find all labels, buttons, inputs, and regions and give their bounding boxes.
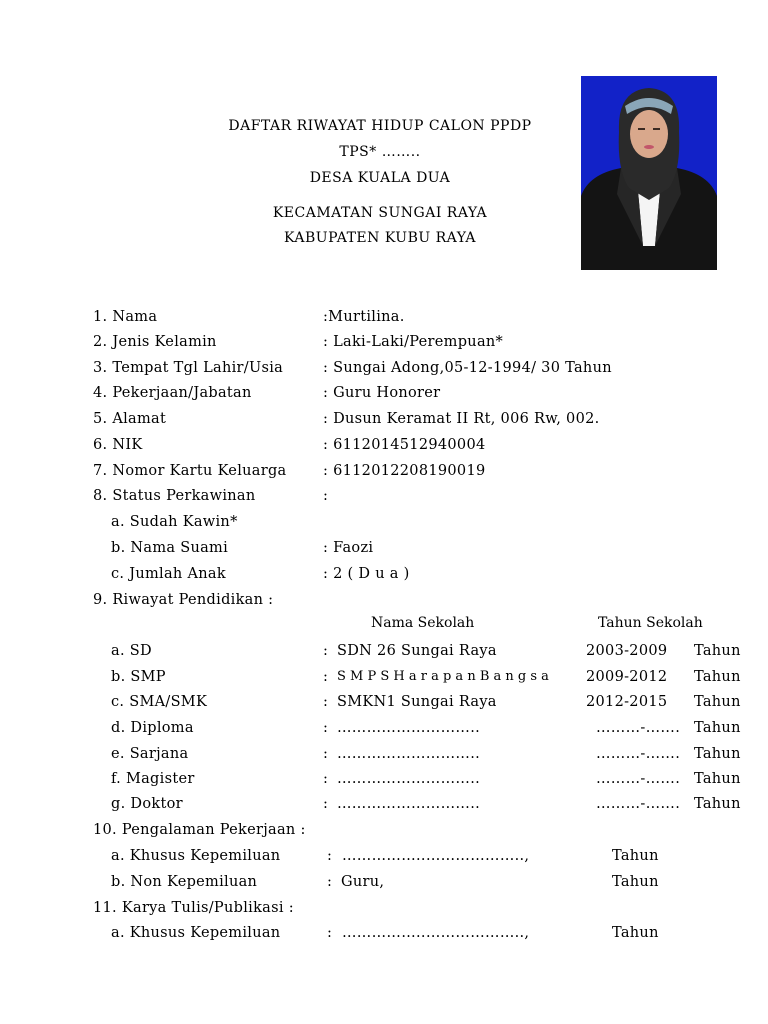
writing-value: ……………..……………….., xyxy=(342,925,530,941)
work-colon: : xyxy=(327,874,333,890)
education-school: SMKN1 Sungai Raya xyxy=(337,694,497,710)
education-row-smp xyxy=(0,666,768,688)
marriage-row-husband xyxy=(0,537,768,559)
field-row-gender xyxy=(0,331,768,353)
writing-tahun: Tahun xyxy=(612,925,659,941)
work-title xyxy=(0,819,768,841)
education-colon: : xyxy=(323,771,329,787)
field-value: : Dusun Keramat II Rt, 006 Rw, 002. xyxy=(323,411,600,427)
field-label: 4. Pekerjaan/Jabatan xyxy=(93,385,252,401)
writing-title xyxy=(0,897,768,919)
work-row-non-election xyxy=(0,871,768,893)
education-years: ………-……. xyxy=(596,796,681,812)
education-tahun: Tahun xyxy=(694,746,741,762)
education-level: b. SMP xyxy=(111,669,166,685)
field-row-job xyxy=(0,382,768,404)
education-years: 2003-2009 xyxy=(586,643,668,659)
field-label: 8. Status Perkawinan xyxy=(93,488,256,504)
work-value: Guru, xyxy=(341,874,385,890)
work-label: a. Khusus Kepemiluan xyxy=(111,848,281,864)
work-tahun: Tahun xyxy=(612,874,659,890)
field-row-nama xyxy=(0,306,768,328)
education-school: ……………………….. xyxy=(337,720,481,736)
person-portrait-icon xyxy=(581,76,717,270)
education-row-magister xyxy=(0,768,768,790)
education-colon: : xyxy=(323,643,329,659)
marriage-label: c. Jumlah Anak xyxy=(111,566,226,582)
field-row-family-card xyxy=(0,460,768,482)
education-school: S M P S H a r a p a n B a n g s a xyxy=(337,669,549,684)
section-title: 11. Karya Tulis/Publikasi : xyxy=(93,900,294,916)
field-value: : Sungai Adong,05-12-1994/ 30 Tahun xyxy=(323,360,612,376)
education-school: ……………………….. xyxy=(337,746,481,762)
education-level: d. Diploma xyxy=(111,720,194,736)
education-years: ………-……. xyxy=(596,771,681,787)
village-line: DESA KUALA DUA xyxy=(309,170,451,186)
writing-row-election xyxy=(0,922,768,944)
field-value: : Guru Honorer xyxy=(323,385,441,401)
field-label: 6. NIK xyxy=(93,437,143,453)
field-label: 5. Alamat xyxy=(93,411,167,427)
education-years: 2009-2012 xyxy=(586,669,668,685)
education-tahun: Tahun xyxy=(694,694,741,710)
writing-label: a. Khusus Kepemiluan xyxy=(111,925,281,941)
section-title: 9. Riwayat Pendidikan : xyxy=(93,592,274,608)
regency-line: KABUPATEN KUBU RAYA xyxy=(284,230,476,246)
field-label: 7. Nomor Kartu Keluarga xyxy=(93,463,287,479)
education-level: c. SMA/SMK xyxy=(111,694,208,710)
education-years: 2012-2015 xyxy=(586,694,668,710)
marriage-label: a. Sudah Kawin* xyxy=(111,514,238,530)
education-tahun: Tahun xyxy=(694,643,741,659)
education-school: SDN 26 Sungai Raya xyxy=(337,643,497,659)
marriage-row-status xyxy=(0,511,768,533)
education-title xyxy=(0,589,768,611)
tps-line: TPS* …….. xyxy=(339,144,421,160)
work-row-election xyxy=(0,845,768,867)
education-level: e. Sarjana xyxy=(111,746,189,762)
col-header-school: Nama Sekolah xyxy=(371,615,475,631)
section-title: 10. Pengalaman Pekerjaan : xyxy=(93,822,306,838)
education-colon: : xyxy=(323,669,329,685)
education-colon: : xyxy=(323,694,329,710)
education-row-diploma xyxy=(0,717,768,739)
field-row-marital xyxy=(0,485,768,507)
profile-photo xyxy=(581,76,717,270)
writing-colon: : xyxy=(327,925,333,941)
education-level: g. Doktor xyxy=(111,796,183,812)
education-colon: : xyxy=(323,720,329,736)
education-level: a. SD xyxy=(111,643,152,659)
field-label: 3. Tempat Tgl Lahir/Usia xyxy=(93,360,284,376)
field-row-nik xyxy=(0,434,768,456)
field-label: 2. Jenis Kelamin xyxy=(93,334,217,350)
work-colon: : xyxy=(327,848,333,864)
marriage-label: b. Nama Suami xyxy=(111,540,229,556)
education-row-sd xyxy=(0,640,768,662)
education-school: ……………………….. xyxy=(337,771,481,787)
education-row-sma xyxy=(0,691,768,713)
education-colon: : xyxy=(323,746,329,762)
education-tahun: Tahun xyxy=(694,720,741,736)
field-value: :Murtilina. xyxy=(323,309,405,325)
education-row-sarjana xyxy=(0,743,768,765)
education-row-doktor xyxy=(0,793,768,815)
education-colon: : xyxy=(323,796,329,812)
education-tahun: Tahun xyxy=(694,771,741,787)
education-years: ………-……. xyxy=(596,746,681,762)
education-years: ………-……. xyxy=(596,720,681,736)
col-header-year: Tahun Sekolah xyxy=(598,615,703,631)
field-value: : 6112012208190019 xyxy=(323,463,486,479)
work-value: ……………..……………….., xyxy=(342,848,530,864)
work-tahun: Tahun xyxy=(612,848,659,864)
field-value: : 6112014512940004 xyxy=(323,437,486,453)
marriage-value: : Faozi xyxy=(323,540,374,556)
field-label: 1. Nama xyxy=(93,309,158,325)
marriage-row-children xyxy=(0,563,768,585)
work-label: b. Non Kepemiluan xyxy=(111,874,258,890)
education-level: f. Magister xyxy=(111,771,195,787)
education-school: ……………………….. xyxy=(337,796,481,812)
field-value: : Laki-Laki/Perempuan* xyxy=(323,334,504,350)
education-tahun: Tahun xyxy=(694,669,741,685)
field-row-birth xyxy=(0,357,768,379)
district-line: KECAMATAN SUNGAI RAYA xyxy=(272,205,488,221)
marriage-value: : 2 ( D u a ) xyxy=(323,566,410,582)
field-row-address xyxy=(0,408,768,430)
document-title: DAFTAR RIWAYAT HIDUP CALON PPDP xyxy=(228,118,532,134)
field-value: : xyxy=(323,488,329,504)
education-tahun: Tahun xyxy=(694,796,741,812)
